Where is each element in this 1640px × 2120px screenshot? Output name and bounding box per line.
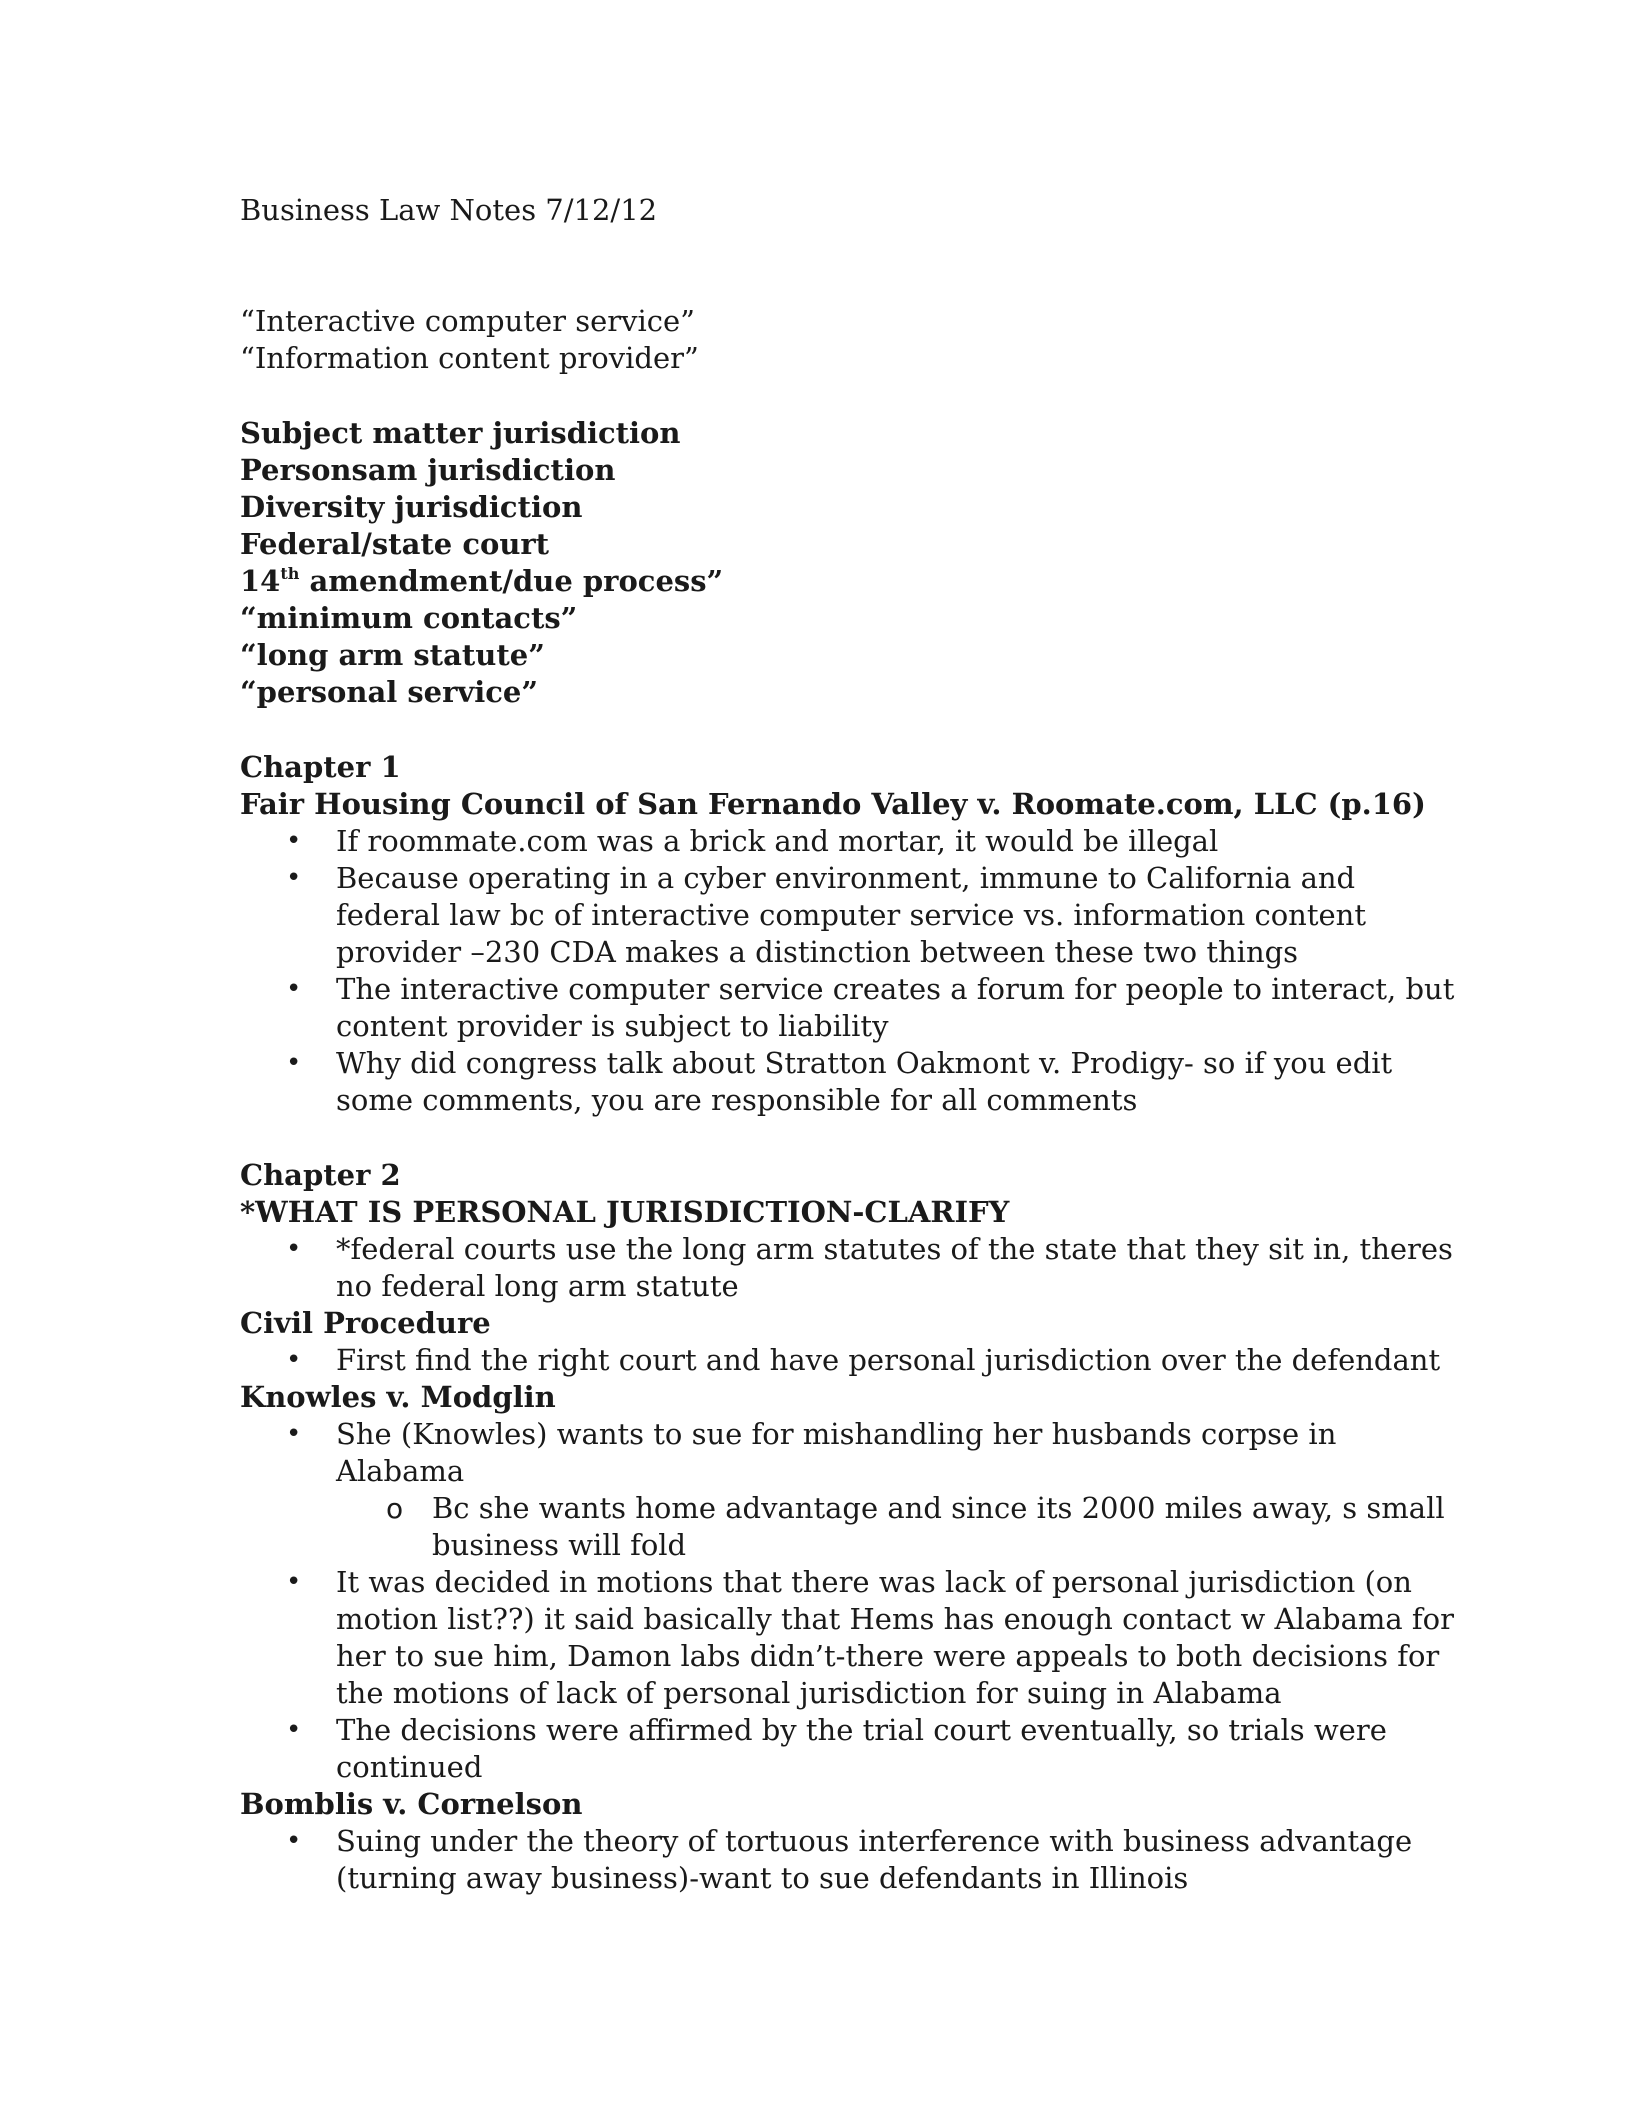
amendment-text: amendment/due process” [299, 564, 724, 598]
civil-procedure-bullets [240, 1342, 1460, 1379]
quoted-item: “minimum contacts” [240, 601, 578, 635]
notes-title: Business Law Notes 7/12/12 [240, 193, 658, 227]
bullet-item: • First find the right court and have personal jurisdiction over the defendant [336, 1342, 1460, 1379]
note-bullets [240, 1231, 1460, 1305]
jurisdiction-item: Diversity jurisdiction [240, 490, 583, 524]
bullet-item: • The decisions were affirmed by the trial court eventually, so trials were continued [336, 1712, 1460, 1786]
terms-list [240, 303, 1460, 377]
personal-jurisdiction-note-heading: *WHAT IS PERSONAL JURISDICTION-CLARIFY [240, 1195, 1010, 1229]
notes-content [240, 192, 1460, 1897]
case-bomblis-heading: Bomblis v. Cornelson [240, 1787, 583, 1821]
bullet-item: • Why did congress talk about Stratton Oakmont v. Prodigy- so if you edit some comments, you are responsible for all comments [336, 1045, 1460, 1119]
jurisdiction-item: Personsam jurisdiction [240, 453, 616, 487]
bullet-item: • *federal courts use the long arm statutes of the state that they sit in, theres no federal long arm statute [336, 1231, 1460, 1305]
quoted-item: “personal service” [240, 675, 539, 709]
chapter-2-section [240, 1157, 1460, 1897]
civil-procedure-heading: Civil Procedure [240, 1306, 491, 1340]
term-interactive-computer-service: “Interactive computer service” [240, 304, 695, 338]
sub-bullet-item: o Bc she wants home advantage and since its 2000 miles away, s small business will fold [432, 1490, 1460, 1564]
chapter-1-section [240, 749, 1460, 1119]
chapter-2-heading: Chapter 2 [240, 1158, 401, 1192]
amendment-number: 14 [240, 564, 281, 598]
chapter-1-heading: Chapter 1 [240, 750, 401, 784]
jurisdiction-item: Federal/state court [240, 527, 550, 561]
jurisdiction-list [240, 415, 1460, 711]
bullet-item: • If roommate.com was a brick and mortar, it would be illegal [336, 823, 1460, 860]
knowles-bullets [240, 1416, 1460, 1786]
bullet-item: • Because operating in a cyber environment, immune to California and federal law bc of interactive computer service vs. information content provider –230 CDA makes a distinction between these two things [336, 860, 1460, 971]
knowles-sub-bullets [336, 1490, 1460, 1564]
quoted-item: “long arm statute” [240, 638, 545, 672]
amendment-suffix: th [280, 564, 300, 583]
case-fair-housing-heading: Fair Housing Council of San Fernando Valley v. Roomate.com, LLC (p.16) [240, 787, 1426, 821]
bullet-item: • The interactive computer service creates a forum for people to interact, but content provider is subject to liability [336, 971, 1460, 1045]
bullet-item: • It was decided in motions that there was lack of personal jurisdiction (on motion list??) it said basically that Hems has enough contact w Alabama for her to sue him, Damon labs didn’t-there were appeals to both decisions for the motions of lack of personal jurisdiction for suing in Alabama [336, 1564, 1460, 1712]
chapter-1-bullets [240, 823, 1460, 1119]
term-information-content-provider: “Information content provider” [240, 341, 699, 375]
bullet-text: She (Knowles) wants to sue for mishandling her husbands corpse in Alabama [336, 1417, 1337, 1488]
case-knowles-heading: Knowles v. Modglin [240, 1380, 556, 1414]
bullet-item [336, 1416, 1460, 1564]
bomblis-bullets [240, 1823, 1460, 1897]
amendment-item [240, 563, 1460, 600]
jurisdiction-item: Subject matter jurisdiction [240, 416, 681, 450]
bullet-item: • Suing under the theory of tortuous interference with business advantage (turning away business)-want to sue defendants in Illinois [336, 1823, 1460, 1897]
